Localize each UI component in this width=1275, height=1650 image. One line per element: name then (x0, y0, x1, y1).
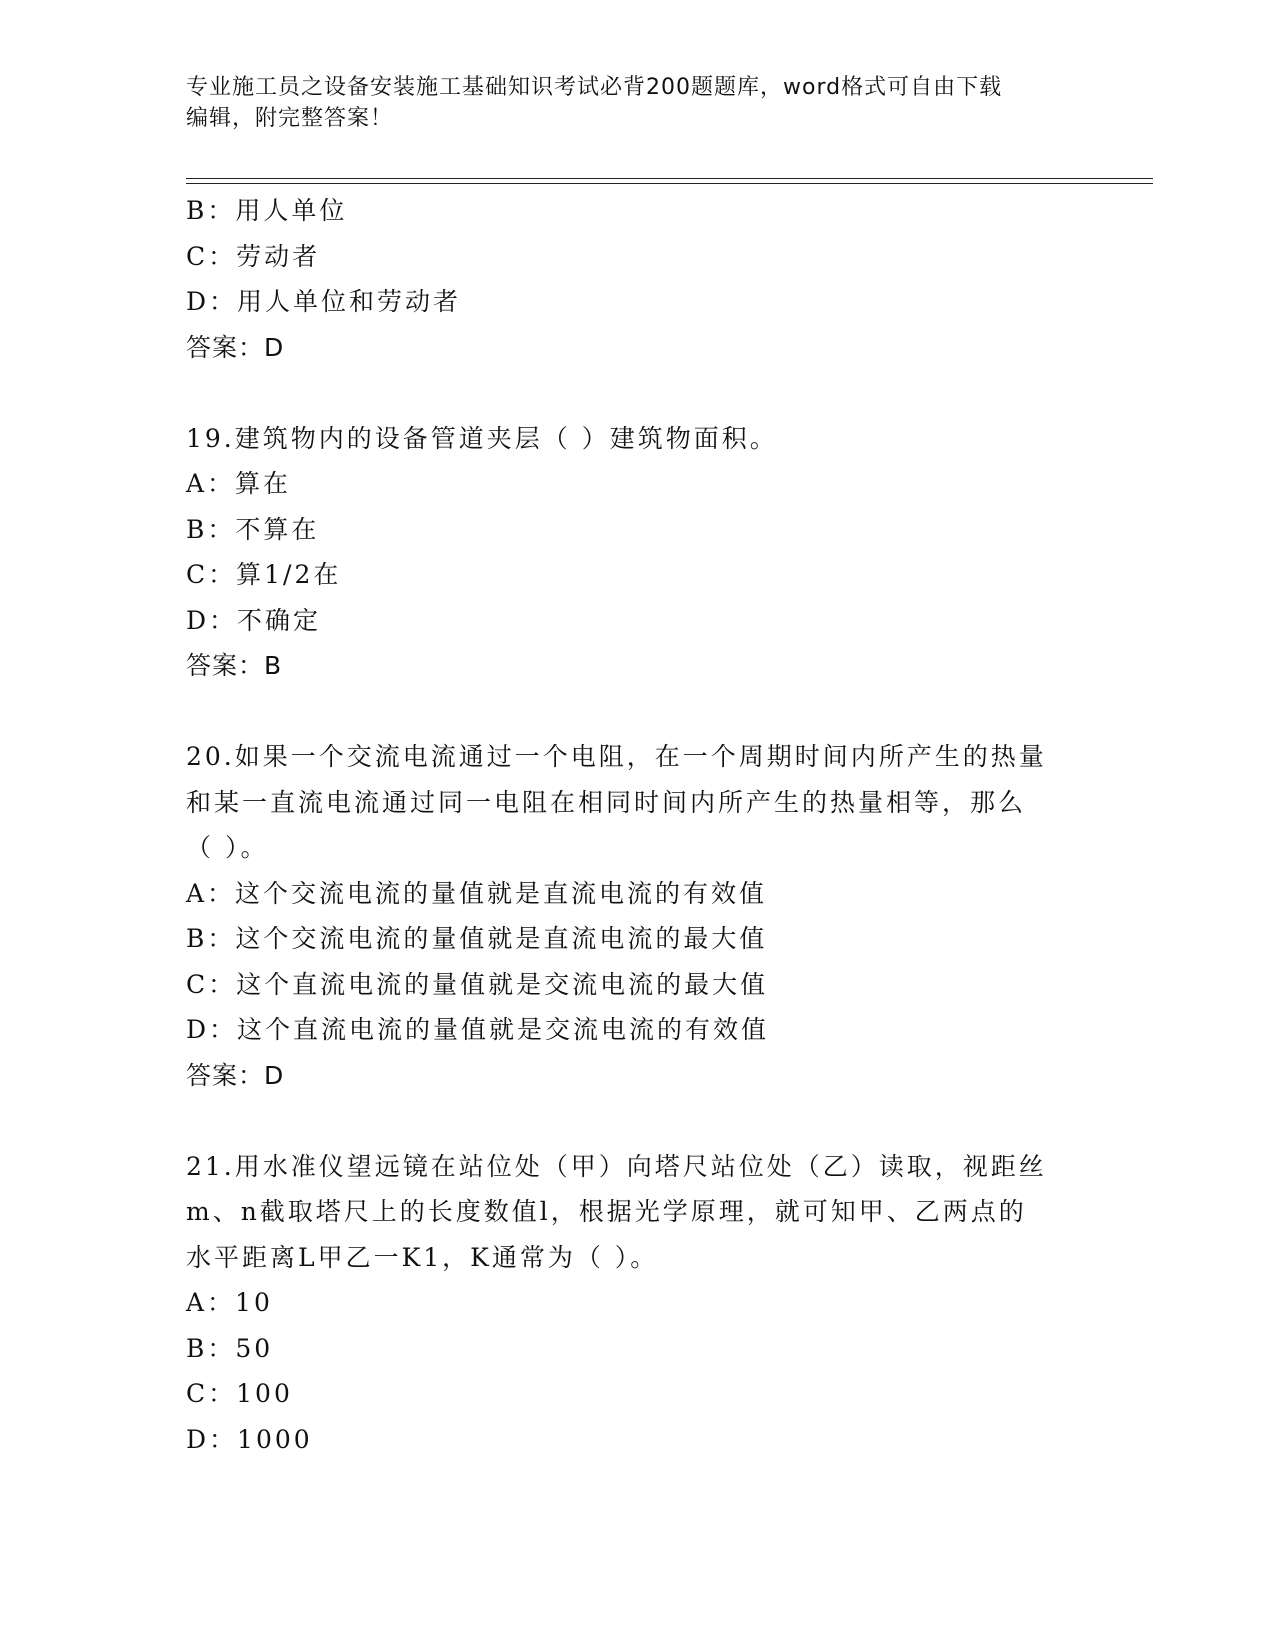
question-stem-line-3: （ ）。 (186, 833, 269, 862)
option-c: C：算1/2在 (186, 560, 342, 589)
option-c: C：100 (186, 1379, 293, 1408)
option-b: B：50 (186, 1333, 274, 1363)
spacer (186, 1098, 1086, 1144)
option-d: D：1000 (186, 1424, 313, 1454)
question-stem-line-1: 20.如果一个交流电流通过一个电阻，在一个周期时间内所产生的热量 (186, 742, 1047, 771)
question-stem-line-2: m、n截取塔尺上的长度数值l，根据光学原理，就可知甲、乙两点的 (186, 1197, 1027, 1226)
question-stem-line-3: 水平距离L甲乙一K1，K通常为（ ）。 (186, 1242, 659, 1272)
option-a: A：算在 (186, 469, 292, 498)
option-d: D：这个直流电流的量值就是交流电流的有效值 (186, 1015, 770, 1044)
option-b: B：用人单位 (186, 196, 348, 225)
question-18-continued (186, 188, 1086, 370)
option-d: D：不确定 (186, 605, 322, 635)
question-21 (186, 1144, 1086, 1463)
header-rule-bottom (186, 183, 1153, 184)
question-stem-line-1: 21.用水准仪望远镜在站位处（甲）向塔尺站位处（乙）读取，视距丝 (186, 1151, 1047, 1181)
question-20 (186, 734, 1086, 1098)
option-c: C：劳动者 (186, 241, 321, 271)
option-d: D：用人单位和劳动者 (186, 287, 462, 316)
option-c: C：这个直流电流的量值就是交流电流的最大值 (186, 969, 769, 999)
answer-line: 答案：D (186, 332, 285, 362)
option-a: A：10 (186, 1288, 273, 1317)
question-stem-line-2: 和某一直流电流通过同一电阻在相同时间内所产生的热量相等，那么 (186, 787, 1027, 817)
header-rule-top (186, 178, 1153, 179)
question-19 (186, 416, 1086, 689)
header-title-line-2: 编辑，附完整答案！ (186, 106, 394, 131)
question-list (186, 188, 1086, 1462)
option-b: B：这个交流电流的量值就是直流电流的最大值 (186, 924, 768, 953)
option-a: A：这个交流电流的量值就是直流电流的有效值 (186, 878, 768, 908)
spacer (186, 689, 1086, 735)
header-title-line-1: 专业施工员之设备安装施工基础知识考试必背200题题库，word格式可自由下载 (186, 75, 1003, 100)
answer-line: 答案：D (186, 1060, 285, 1090)
document-header (186, 72, 1066, 134)
option-b: B：不算在 (186, 514, 320, 544)
answer-line: 答案：B (186, 651, 283, 680)
spacer (186, 370, 1086, 416)
question-stem: 19.建筑物内的设备管道夹层（ ）建筑物面积。 (186, 423, 778, 453)
